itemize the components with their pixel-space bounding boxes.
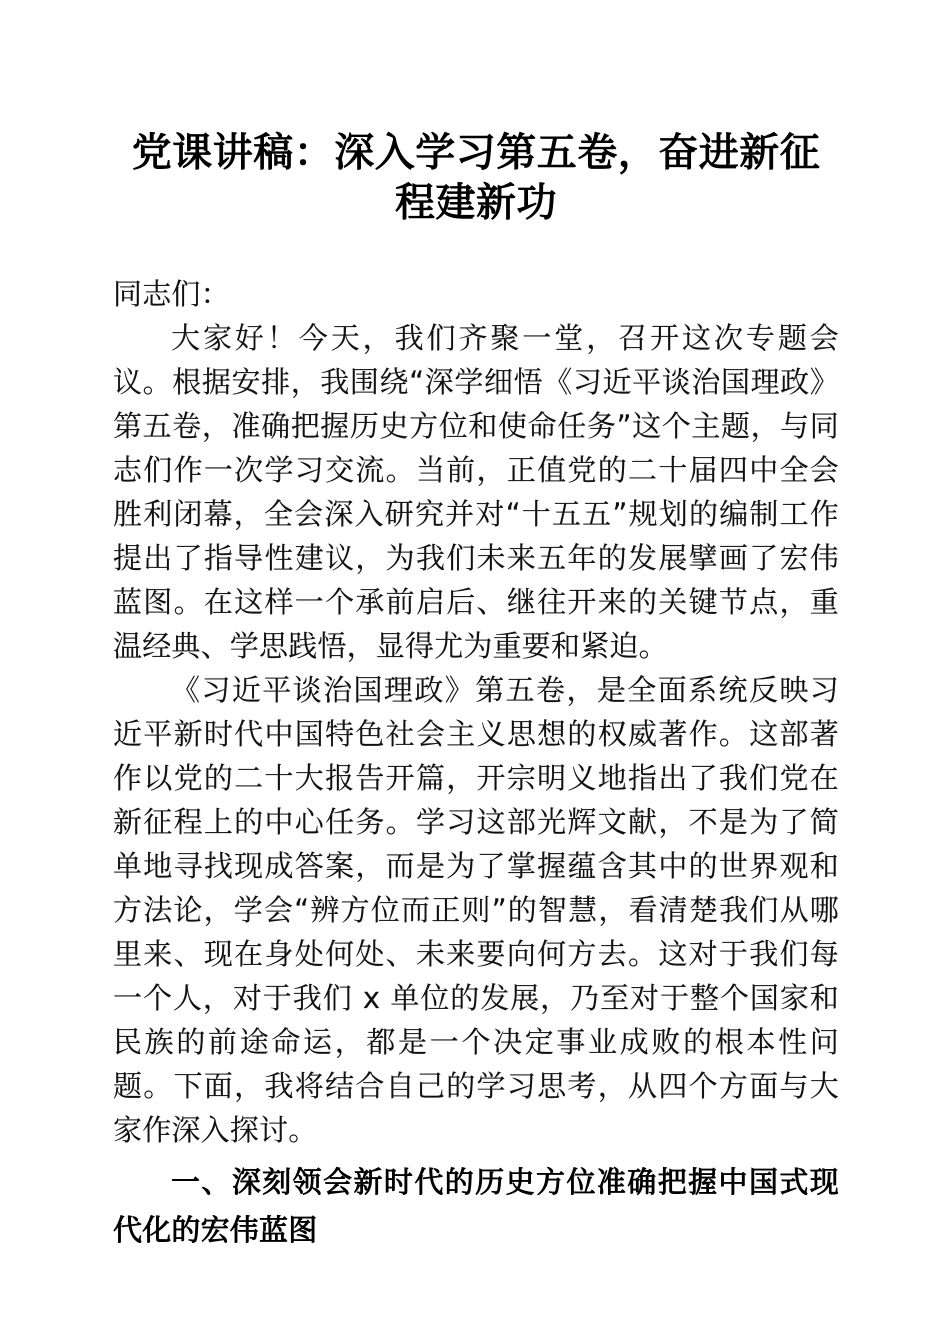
document-body: [113, 272, 839, 1254]
section-heading-1: 一、深刻领会新时代的历史方位准确把握中国式现代化的宏伟蓝图: [113, 1165, 839, 1247]
page-title: 党课讲稿：深入学习第五卷，奋进新征程建新功: [131, 130, 821, 225]
salutation-line: 同志们：: [113, 277, 230, 311]
body-paragraph-1: 大家好！今天，我们齐聚一堂，召开这次专题会议。根据安排，我围绕“深学细悟《习近平谈治国理政》第五卷，准确把握历史方位和使命任务”这个主题，与同志们作一次学习交流。当前，正值党的二十届四中全会胜利闭幕，全会深入研究并对“十五五”规划的编制工作提出了指导性建议，为我们未来五年的发展擘画了宏伟蓝图。在这样一个承前启后、继往开来的关键节点，重温经典、学思践悟，显得尤为重要和紧迫。: [113, 321, 839, 663]
body-paragraph-2: 《习近平谈治国理政》第五卷，是全面系统反映习近平新时代中国特色社会主义思想的权威著作。这部著作以党的二十大报告开篇，开宗明义地指出了我们党在新征程上的中心任务。学习这部光辉文献，不是为了简单地寻找现成答案，而是为了掌握蕴含其中的世界观和方法论，学会“辨方位而正则”的智慧，看清楚我们从哪里来、现在身处何处、未来要向何方去。这对于我们每一个人，对于我们 x 单位的发展，乃至对于整个国家和民族的前途命运，都是一个决定事业成败的根本性问题。下面，我将结合自己的学习思考，从四个方面与大家作深入探讨。: [113, 673, 839, 1147]
